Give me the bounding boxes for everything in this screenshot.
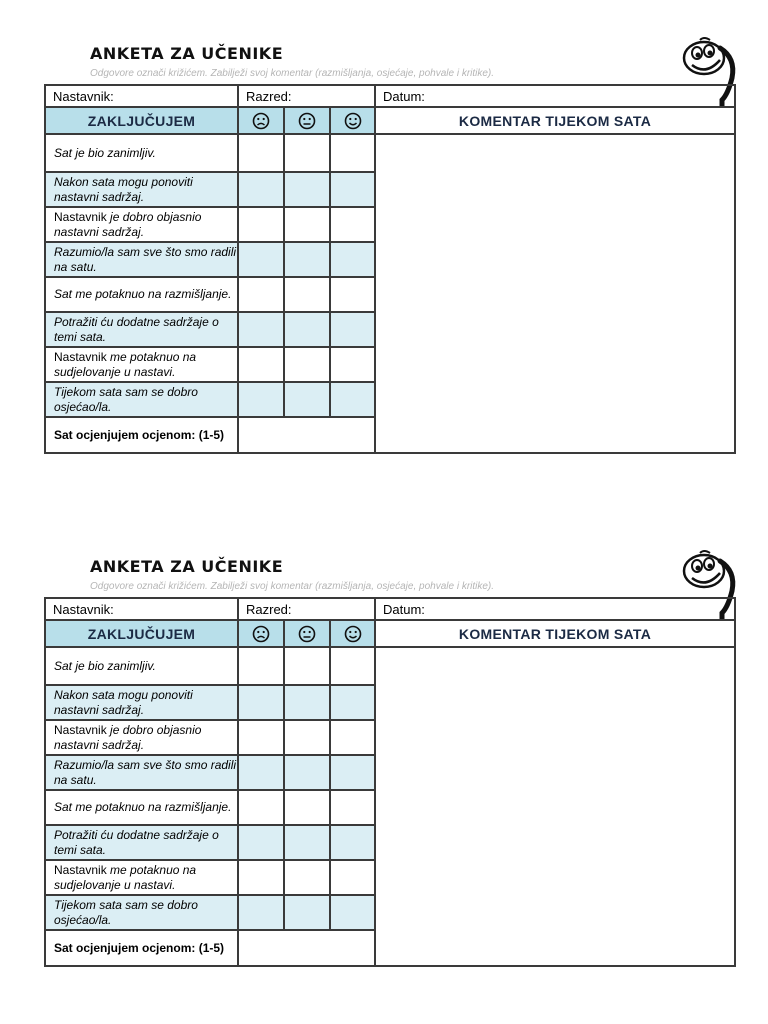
checkbox-happy[interactable] [330, 134, 375, 172]
checkbox-neutral[interactable] [284, 242, 330, 277]
form-instructions: Odgovore označi križićem. Zabilježi svoj komentar (razmišljanja, osjećaje, pohvale i kritike). [90, 68, 495, 79]
checkbox-sad[interactable] [238, 720, 284, 755]
checkbox-neutral[interactable] [284, 647, 330, 685]
checkbox-sad[interactable] [238, 347, 284, 382]
checkbox-sad[interactable] [238, 277, 284, 312]
class-label: Razred: [246, 601, 292, 617]
checkbox-neutral[interactable] [284, 134, 330, 172]
class-field[interactable] [238, 598, 375, 620]
question-text [45, 207, 238, 242]
form-title: ANKETA ZA UČENIKE [90, 44, 284, 63]
date-label: Datum: [383, 601, 425, 617]
checkbox-neutral[interactable] [284, 347, 330, 382]
checkbox-happy[interactable] [330, 860, 375, 895]
teacher-field[interactable] [45, 85, 238, 107]
form-instructions: Odgovore označi križićem. Zabilježi svoj komentar (razmišljanja, osjećaje, pohvale i kritike). [90, 581, 495, 592]
teacher-word: Nastavnik [54, 209, 107, 224]
comment-area[interactable] [375, 647, 735, 966]
checkbox-happy[interactable] [330, 207, 375, 242]
checkbox-neutral[interactable] [284, 685, 330, 720]
question-text: Potražiti ću dodatne sadržaje o temi sata. [45, 825, 238, 860]
checkbox-neutral[interactable] [284, 720, 330, 755]
checkbox-sad[interactable] [238, 242, 284, 277]
survey-table [44, 84, 736, 454]
teacher-label: Nastavnik: [53, 601, 114, 617]
question-text: Nakon sata mogu ponoviti nastavni sadržaj. [45, 685, 238, 720]
checkbox-neutral[interactable] [284, 790, 330, 825]
question-text [45, 347, 238, 382]
neutral-face-icon [298, 625, 316, 643]
question-text: Razumio/la sam sve što smo radili na satu. [45, 242, 238, 277]
teacher-field[interactable] [45, 598, 238, 620]
checkbox-neutral[interactable] [284, 825, 330, 860]
rating-input[interactable] [238, 930, 375, 966]
face-header-sad [238, 107, 284, 134]
checkbox-neutral[interactable] [284, 172, 330, 207]
question-text: Sat me potaknuo na razmišljanje. [45, 790, 238, 825]
checkbox-happy[interactable] [330, 825, 375, 860]
question-row [45, 134, 735, 172]
teacher-word: Nastavnik [54, 349, 107, 364]
date-field[interactable] [375, 85, 735, 107]
comment-header: KOMENTAR TIJEKOM SATA [375, 107, 735, 134]
checkbox-sad[interactable] [238, 647, 284, 685]
checkbox-happy[interactable] [330, 755, 375, 790]
conclusion-header: ZAKLJUČUJEM [45, 107, 238, 134]
question-text-rest: me potaknuo na sudjelovanje u nastavi. [54, 862, 197, 892]
checkbox-sad[interactable] [238, 685, 284, 720]
question-text: Nakon sata mogu ponoviti nastavni sadržaj. [45, 172, 238, 207]
checkbox-happy[interactable] [330, 242, 375, 277]
checkbox-happy[interactable] [330, 790, 375, 825]
checkbox-sad[interactable] [238, 755, 284, 790]
neutral-face-icon [298, 112, 316, 130]
checkbox-neutral[interactable] [284, 382, 330, 417]
checkbox-happy[interactable] [330, 720, 375, 755]
checkbox-neutral[interactable] [284, 895, 330, 930]
question-text: Tijekom sata sam se dobro osjećao/la. [45, 895, 238, 930]
checkbox-happy[interactable] [330, 347, 375, 382]
comment-header: KOMENTAR TIJEKOM SATA [375, 620, 735, 647]
class-field[interactable] [238, 85, 375, 107]
teacher-label: Nastavnik: [53, 88, 114, 104]
checkbox-sad[interactable] [238, 895, 284, 930]
rating-label: Sat ocjenjujem ocjenom: (1-5) [45, 930, 238, 966]
face-header-sad [238, 620, 284, 647]
question-text: Tijekom sata sam se dobro osjećao/la. [45, 382, 238, 417]
survey-table [44, 597, 736, 967]
checkbox-happy[interactable] [330, 277, 375, 312]
checkbox-happy[interactable] [330, 647, 375, 685]
teacher-word: Nastavnik [54, 862, 107, 877]
question-text: Sat me potaknuo na razmišljanje. [45, 277, 238, 312]
checkbox-sad[interactable] [238, 790, 284, 825]
happy-face-icon [344, 625, 362, 643]
checkbox-sad[interactable] [238, 134, 284, 172]
checkbox-happy[interactable] [330, 312, 375, 347]
checkbox-sad[interactable] [238, 172, 284, 207]
checkbox-sad[interactable] [238, 825, 284, 860]
date-label: Datum: [383, 88, 425, 104]
question-text [45, 860, 238, 895]
comment-area[interactable] [375, 134, 735, 453]
checkbox-sad[interactable] [238, 207, 284, 242]
checkbox-happy[interactable] [330, 172, 375, 207]
checkbox-sad[interactable] [238, 860, 284, 895]
checkbox-happy[interactable] [330, 685, 375, 720]
question-text-rest: me potaknuo na sudjelovanje u nastavi. [54, 349, 197, 379]
face-header-neutral [284, 107, 330, 134]
checkbox-neutral[interactable] [284, 312, 330, 347]
conclusion-header: ZAKLJUČUJEM [45, 620, 238, 647]
question-row [45, 647, 735, 685]
checkbox-sad[interactable] [238, 382, 284, 417]
question-text-rest: je dobro objasnio nastavni sadržaj. [54, 722, 202, 752]
checkbox-neutral[interactable] [284, 755, 330, 790]
face-header-happy [330, 107, 375, 134]
question-text: Razumio/la sam sve što smo radili na satu. [45, 755, 238, 790]
face-header-neutral [284, 620, 330, 647]
face-header-happy [330, 620, 375, 647]
checkbox-happy[interactable] [330, 382, 375, 417]
sad-face-icon [252, 625, 270, 643]
date-field[interactable] [375, 598, 735, 620]
question-text [45, 720, 238, 755]
checkbox-happy[interactable] [330, 895, 375, 930]
checkbox-neutral[interactable] [284, 207, 330, 242]
rating-input[interactable] [238, 417, 375, 453]
teacher-word: Nastavnik [54, 722, 107, 737]
form-title: ANKETA ZA UČENIKE [90, 557, 284, 576]
sad-face-icon [252, 112, 270, 130]
question-text: Potražiti ću dodatne sadržaje o temi sata. [45, 312, 238, 347]
rating-label: Sat ocjenjujem ocjenom: (1-5) [45, 417, 238, 453]
checkbox-neutral[interactable] [284, 860, 330, 895]
question-text-rest: je dobro objasnio nastavni sadržaj. [54, 209, 202, 239]
happy-face-icon [344, 112, 362, 130]
class-label: Razred: [246, 88, 292, 104]
checkbox-neutral[interactable] [284, 277, 330, 312]
question-text: Sat je bio zanimljiv. [45, 647, 238, 685]
checkbox-sad[interactable] [238, 312, 284, 347]
question-text: Sat je bio zanimljiv. [45, 134, 238, 172]
